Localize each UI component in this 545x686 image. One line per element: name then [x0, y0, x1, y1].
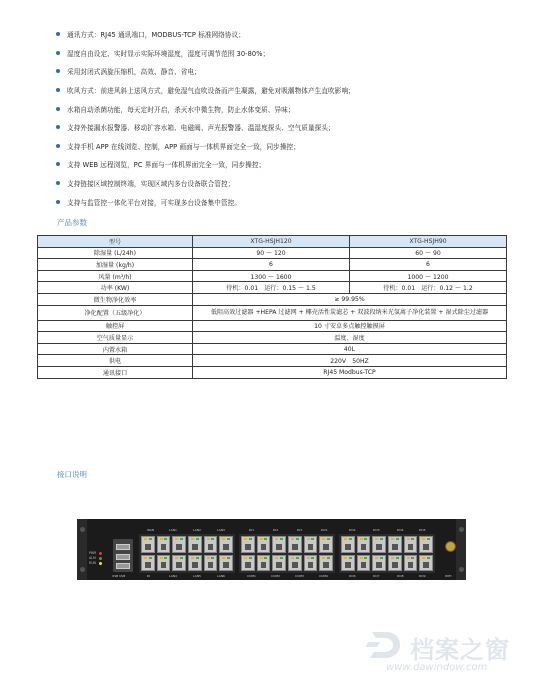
- led-label: ALM: [89, 556, 96, 560]
- feature-text: 吹风方式：前进风斜上送风方式，避免湿气直吹设备而产生凝露，避免对吸潮物体产生直吹影响；: [67, 87, 355, 96]
- rj45-port-icon: [188, 536, 202, 553]
- feature-text: 采用封闭式涡旋压缩机，高效、静音、省电；: [67, 68, 201, 77]
- rj45-port-icon: [304, 536, 318, 553]
- rj45-port-icon: [404, 536, 418, 553]
- table-cell: 6: [193, 259, 350, 271]
- table-row: [38, 366, 507, 378]
- led-yellow-icon: [99, 562, 102, 565]
- feature-item: [56, 81, 516, 100]
- feature-item: [56, 155, 516, 174]
- port-label: DO6: [349, 574, 356, 578]
- rj45-port-icon: [388, 536, 402, 553]
- rj45-port-icon: [357, 536, 371, 553]
- rj45-port-icon: [157, 536, 171, 553]
- table-row: [38, 320, 507, 332]
- table-row: [38, 293, 507, 305]
- feature-item: [56, 25, 516, 44]
- rj45-port-icon: [419, 555, 433, 572]
- port-label: WAN: [147, 528, 155, 532]
- screw-icon: [80, 567, 85, 572]
- feature-item: [56, 192, 516, 211]
- dawindow-logo-icon: [366, 628, 402, 662]
- rj45-port-icon: [257, 536, 271, 553]
- port-label: DO7: [373, 574, 380, 578]
- wifi-label: WIFI: [445, 574, 452, 578]
- row-label: 触控屏: [38, 320, 193, 332]
- rj45-port-icon: [172, 536, 186, 553]
- table-cell: 温度、湿度: [193, 332, 507, 344]
- bullet-icon: [56, 88, 60, 92]
- port-label: DO4: [397, 528, 404, 532]
- rj45-port-icon: [141, 555, 155, 572]
- row-label: 通讯接口: [38, 366, 193, 378]
- port-label: LAN5: [193, 574, 201, 578]
- rj45-port-icon: [204, 555, 218, 572]
- usb-port-icon: [116, 563, 130, 569]
- port-label: DO9: [419, 574, 426, 578]
- row-label: 空气质量显示: [38, 332, 193, 344]
- feature-list: [56, 25, 516, 211]
- bullet-icon: [56, 125, 60, 129]
- row-label: 风量 (m³/h): [38, 270, 193, 282]
- led-label: PWR: [89, 551, 97, 555]
- interface-section-title: 接口说明: [57, 470, 87, 479]
- mount-ear-left: [77, 519, 87, 580]
- rj45-port-icon: [157, 555, 171, 572]
- feature-item: [56, 62, 516, 81]
- port-label: DI3: [297, 528, 303, 532]
- rj45-port-icon: [341, 555, 355, 572]
- table-cell: 1000 ～ 1200: [350, 270, 507, 282]
- table-cell: 待机：0.01 运行：0.15 ～ 1.5: [193, 282, 350, 294]
- feature-item: [56, 44, 516, 63]
- rj45-port-icon: [388, 555, 402, 572]
- watermark-chinese-text: 档案之窗: [410, 636, 510, 664]
- feature-text: 支持手机 APP 在线浏览、控制，APP 画面与一体机界面完全一致，同步操控；: [67, 142, 300, 151]
- feature-item: [56, 174, 516, 193]
- rj45-port-icon: [404, 555, 418, 572]
- table-row: [38, 305, 507, 320]
- table-cell: 60 ～ 90: [350, 247, 507, 259]
- led-label: RUN: [89, 561, 96, 565]
- usb-label: USB USB: [112, 574, 126, 578]
- port-label: DO2: [349, 528, 356, 532]
- bullet-icon: [56, 107, 60, 111]
- table-row: [38, 270, 507, 282]
- usb-port-icon: [116, 544, 130, 550]
- port-label: LAN6: [217, 574, 225, 578]
- table-header-row: [38, 236, 507, 248]
- rj45-port-icon: [241, 555, 255, 572]
- row-label: 微生物净化效率: [38, 293, 193, 305]
- rj45-port-icon: [288, 536, 302, 553]
- rj45-port-icon: [372, 536, 386, 553]
- table-cell: 90 ～ 120: [193, 247, 350, 259]
- screw-icon: [459, 527, 464, 532]
- rj45-port-icon: [188, 555, 202, 572]
- table-cell: RJ45 Modbus-TCP: [193, 366, 507, 378]
- bullet-icon: [56, 69, 60, 73]
- watermark: [366, 628, 531, 676]
- row-label: 供电: [38, 355, 193, 367]
- feature-text: 湿度自由设定、实时显示实际环境湿度，湿度可调节范围 30-80%；: [67, 49, 270, 58]
- feature-text: 通讯方式：RJ45 通讯端口，MODBUS-TCP 标准网络协议；: [67, 31, 245, 40]
- port-label: DO5: [419, 528, 426, 532]
- bullet-icon: [56, 181, 60, 185]
- bullet-icon: [56, 200, 60, 204]
- table-row: [38, 332, 507, 344]
- usb-ports: [113, 539, 133, 572]
- rj45-port-icon: [341, 536, 355, 553]
- feature-item: [56, 99, 516, 118]
- rj45-port-icon: [219, 555, 233, 572]
- row-label: 净化配置（五级净化）: [38, 305, 193, 320]
- feature-text: 水箱自动杀菌功能，每天定时开启，杀灭水中微生物，防止水体变质、异味；: [67, 105, 295, 114]
- port-label: LAN1: [169, 528, 177, 532]
- port-label: COM3: [295, 574, 304, 578]
- table-cell: 220V 50HZ: [193, 355, 507, 367]
- rj45-port-icon: [419, 536, 433, 553]
- port-label: DI2: [273, 528, 279, 532]
- rj45-port-icon: [288, 555, 302, 572]
- screw-icon: [459, 567, 464, 572]
- bullet-icon: [56, 32, 60, 36]
- table-row: [38, 343, 507, 355]
- rj45-port-icon: [304, 555, 318, 572]
- rj45-port-icon: [319, 536, 333, 553]
- rj45-port-icon: [272, 536, 286, 553]
- watermark-url: www.dawindow.com: [386, 662, 488, 673]
- table-row: [38, 259, 507, 271]
- port-label: DO1: [321, 528, 328, 532]
- table-cell: 40L: [193, 343, 507, 355]
- port-group-2: [239, 534, 335, 573]
- header-cell: XTG-HSJH90: [350, 236, 507, 248]
- table-row: [38, 247, 507, 259]
- bullet-icon: [56, 144, 60, 148]
- params-table: [37, 235, 507, 379]
- table-cell: 6: [350, 259, 507, 271]
- table-row: [38, 282, 507, 294]
- feature-text: 支持与监管控一体化平台对接，可实现多台设备集中管控。: [67, 198, 242, 207]
- screw-icon: [80, 527, 85, 532]
- rj45-port-icon: [272, 555, 286, 572]
- port-group-3: [339, 534, 435, 573]
- bullet-icon: [56, 162, 60, 166]
- port-label: LAN4: [169, 574, 177, 578]
- port-group-1: [139, 534, 235, 573]
- port-label: DI: [147, 574, 151, 578]
- rj45-port-icon: [357, 555, 371, 572]
- row-label: 内置水箱: [38, 343, 193, 355]
- feature-item: [56, 118, 516, 137]
- header-cell: 型号: [38, 236, 193, 248]
- port-label: COM4: [319, 574, 328, 578]
- rj45-port-icon: [257, 555, 271, 572]
- led-red-icon: [99, 552, 102, 555]
- port-label: DO8: [397, 574, 404, 578]
- device-front-panel: [77, 519, 466, 580]
- row-label: 功率 (KW): [38, 282, 193, 294]
- rj45-port-icon: [372, 555, 386, 572]
- rj45-port-icon: [319, 555, 333, 572]
- table-cell: 待机：0.01 运行：0.12 ～ 1.2: [350, 282, 507, 294]
- table-cell: 1300 ～ 1600: [193, 270, 350, 282]
- row-label: 加湿量 (kg/h): [38, 259, 193, 271]
- feature-text: 支持 WEB 远程浏览，PC 界面与一体机界面完全一致，同步操控；: [67, 161, 266, 170]
- rj45-port-icon: [172, 555, 186, 572]
- port-label: COM1: [247, 574, 256, 578]
- feature-text: 支持外接漏水报警器、移动扩容水箱、电磁阀、声光报警器、温湿度探头、空气质量探头；: [67, 124, 335, 133]
- table-cell: 低阻高效过滤器 +HEPA 过滤网 + 椰壳活性炭滤芯 + 双波段纳米光氢离子净化装置 + 湿式除尘过滤器: [193, 305, 507, 320]
- bullet-icon: [56, 51, 60, 55]
- port-label: DO3: [373, 528, 380, 532]
- table-row: [38, 355, 507, 367]
- port-label: DI1: [249, 528, 255, 532]
- row-label: 除湿量 (L/24h): [38, 247, 193, 259]
- usb-port-icon: [116, 554, 130, 560]
- params-section-title: 产品参数: [57, 218, 87, 227]
- feature-text: 支持链接区域控制终端，实现区域内多台设备联合管控；: [67, 180, 235, 189]
- header-cell: XTG-HSJH120: [193, 236, 350, 248]
- rj45-port-icon: [219, 536, 233, 553]
- port-label: LAN3: [217, 528, 225, 532]
- rj45-port-icon: [204, 536, 218, 553]
- mount-ear-right: [456, 519, 466, 580]
- port-label: COM2: [271, 574, 280, 578]
- feature-item: [56, 137, 516, 156]
- wifi-antenna-icon: [445, 541, 456, 552]
- rj45-port-icon: [141, 536, 155, 553]
- table-cell: 10 寸安卓多点触控触摸屏: [193, 320, 507, 332]
- led-green-icon: [99, 557, 102, 560]
- rj45-port-icon: [241, 536, 255, 553]
- status-leds: [89, 551, 102, 566]
- port-label: LAN2: [193, 528, 201, 532]
- table-cell: ≥ 99.95%: [193, 293, 507, 305]
